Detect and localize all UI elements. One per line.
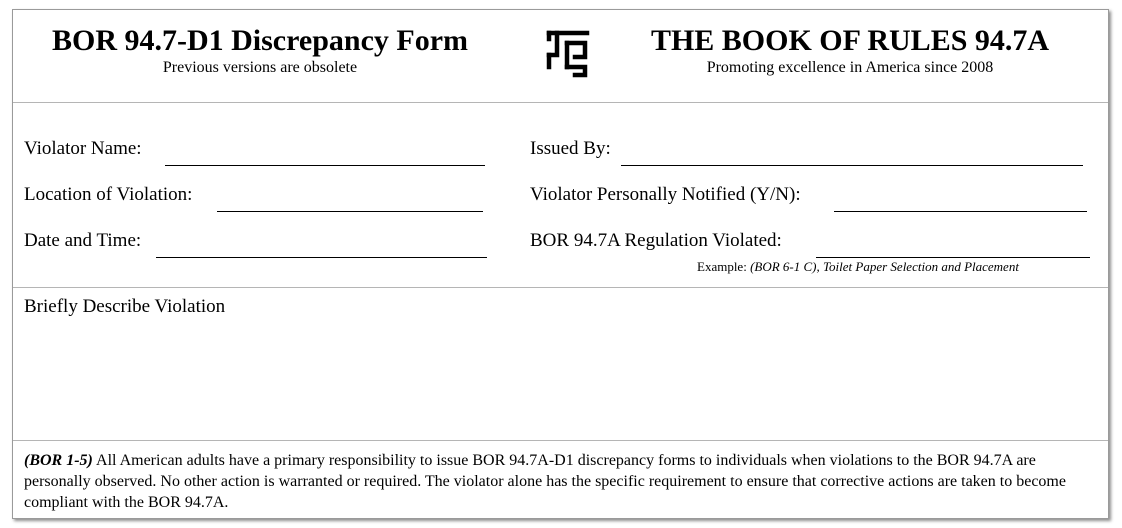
violator-name-input[interactable] [165,165,485,166]
regulation-label: BOR 94.7A Regulation Violated: [530,230,782,251]
footer-rule-text [24,450,1089,513]
form-fields-section [13,103,1108,288]
regulation-input[interactable] [816,257,1090,258]
notified-field [530,183,801,207]
stylized-tp-logo-icon [543,27,593,81]
footer-rule-ref: (BOR 1-5) [24,452,93,469]
notified-input[interactable] [834,211,1087,212]
form-title-block [13,24,507,78]
date-time-label: Date and Time: [24,230,142,251]
issued-by-label: Issued By: [530,138,611,159]
example-text: (BOR 6-1 C), Toilet Paper Selection and Placement [750,259,1019,274]
form-header [13,10,1108,103]
regulation-field [530,229,782,253]
violator-name-field [24,137,142,161]
discrepancy-form [12,9,1109,519]
violator-name-label: Violator Name: [24,138,142,159]
location-field [24,183,192,207]
date-time-input[interactable] [156,257,487,258]
book-title: THE BOOK OF RULES 94.7A [650,24,1050,57]
book-title-block [630,24,1070,78]
notified-label: Violator Personally Notified (Y/N): [530,184,801,205]
example-prefix: Example: [697,259,747,274]
issued-by-field [530,137,611,161]
location-input[interactable] [217,211,483,212]
issued-by-input[interactable] [621,165,1083,166]
regulation-example [697,259,1019,275]
describe-violation-label: Briefly Describe Violation [24,296,226,317]
form-subtitle: Previous versions are obsolete [162,59,358,76]
date-time-field [24,229,141,253]
form-title: BOR 94.7-D1 Discrepancy Form [51,24,469,57]
location-label: Location of Violation: [24,184,193,205]
book-subtitle: Promoting excellence in America since 2008 [706,59,994,76]
describe-violation-section[interactable] [13,288,1108,441]
footer-rule-body: All American adults have a primary responsibility to issue BOR 94.7A-D1 discrepancy forms to individuals when violations to the BOR 94.7A are personally observed. No other action is warranted or required. The violator alone has the specific requirement to ensure that corrective actions are taken to become compliant with the BOR 94.7A. [24,452,1066,511]
